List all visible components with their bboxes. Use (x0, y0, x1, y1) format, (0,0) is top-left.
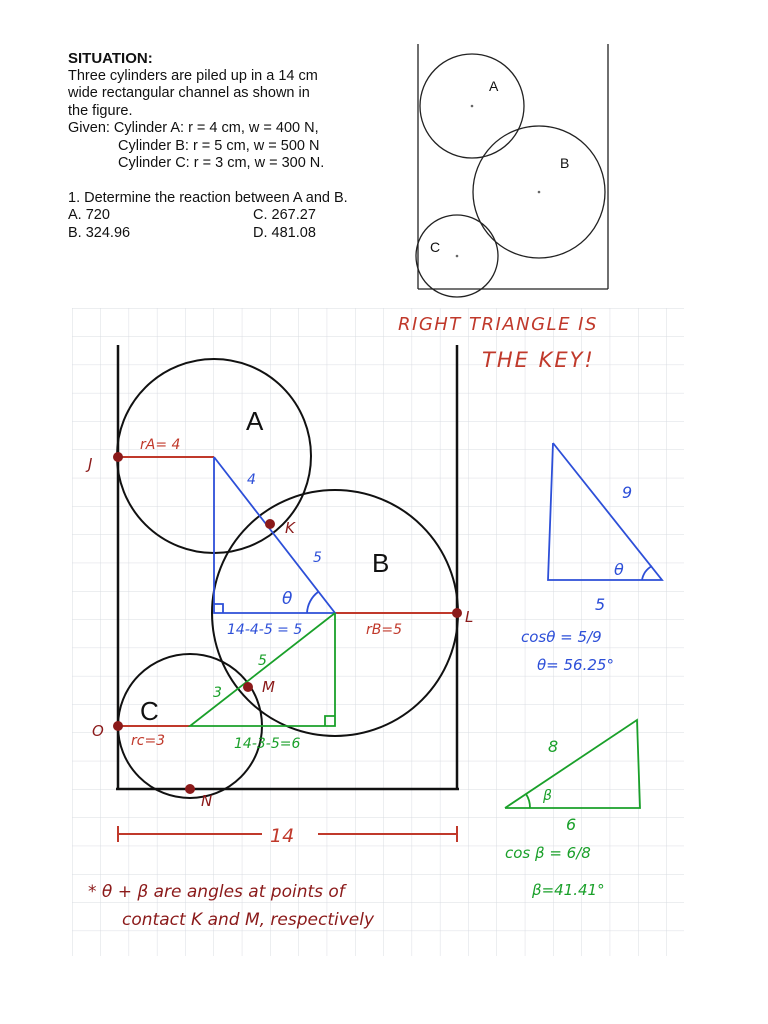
contact-point-j (113, 452, 123, 462)
choice-b: B. 324.96 (68, 224, 131, 241)
width-label: 14 (270, 825, 295, 847)
horizontal-bc-label: 14-3-5=6 (234, 736, 301, 752)
situation-title: SITUATION: (68, 50, 153, 67)
given-cylinder-b: Cylinder B: r = 5 cm, w = 500 N (118, 137, 320, 154)
radius-b-label: rB=5 (366, 622, 402, 638)
contact-point-o (113, 721, 123, 731)
question-text: 1. Determine the reaction between A and B. (68, 189, 348, 206)
theta-value: θ= 56.25° (537, 656, 614, 674)
problem-line-2: wide rectangular channel as shown in (68, 85, 310, 101)
segment-kb-label: 5 (313, 550, 322, 566)
label-m: M (262, 678, 275, 696)
label-l: L (465, 608, 474, 626)
given-cylinder-c: Cylinder C: r = 3 cm, w = 300 N. (118, 155, 325, 171)
choice-c: C. 267.27 (253, 207, 316, 223)
segment-mc-label: 3 (213, 685, 222, 701)
label-o: O (92, 722, 104, 740)
cos-beta-eq: cos β = 6/8 (505, 844, 591, 862)
label-cylinder-c: C (140, 696, 159, 726)
segment-bm-label: 5 (258, 653, 267, 669)
tri2-hyp-label: 8 (548, 737, 559, 756)
choice-d: D. 481.08 (253, 224, 316, 241)
label-cylinder-b: B (372, 548, 390, 578)
theta-label: θ (282, 589, 293, 609)
contact-point-l (452, 608, 462, 618)
top-label-b: B (560, 155, 570, 171)
headline-line-1: RIGHT TRIANGLE IS (398, 314, 598, 335)
problem-line-1: Three cylinders are piled up in a 14 cm (68, 67, 318, 84)
contact-point-n (185, 784, 195, 794)
segment-ak-label: 4 (247, 472, 256, 488)
radius-c-label: rc=3 (131, 733, 166, 749)
choice-a: A. 720 (68, 207, 110, 223)
tri1-base-label: 5 (595, 595, 606, 614)
label-cylinder-a: A (246, 406, 264, 436)
top-label-a: A (489, 78, 499, 94)
tri1-angle-label: θ (614, 560, 624, 579)
label-k: K (285, 519, 295, 537)
headline-line-2: THE KEY! (482, 348, 595, 372)
label-n: N (201, 792, 213, 810)
top-label-c: C (430, 239, 441, 255)
footnote-line-2: contact K and M, respectively (122, 910, 375, 930)
contact-point-m (243, 682, 253, 692)
radius-a-label: rA= 4 (140, 437, 181, 453)
label-j: J (88, 455, 93, 473)
cos-theta-eq: cosθ = 5/9 (521, 628, 602, 646)
given-cylinder-a: Given: Cylinder A: r = 4 cm, w = 400 N, (68, 120, 319, 136)
horizontal-ab-label: 14-4-5 = 5 (227, 622, 303, 638)
beta-value: β=41.41° (532, 881, 605, 899)
contact-point-k (265, 519, 275, 529)
tri2-base-label: 6 (566, 815, 577, 834)
footnote-line-1: * θ + β are angles at points of (88, 882, 345, 902)
problem-line-3: the figure. (68, 102, 133, 119)
tri1-hyp-label: 9 (622, 483, 633, 502)
tri2-angle-label: β (543, 788, 552, 804)
